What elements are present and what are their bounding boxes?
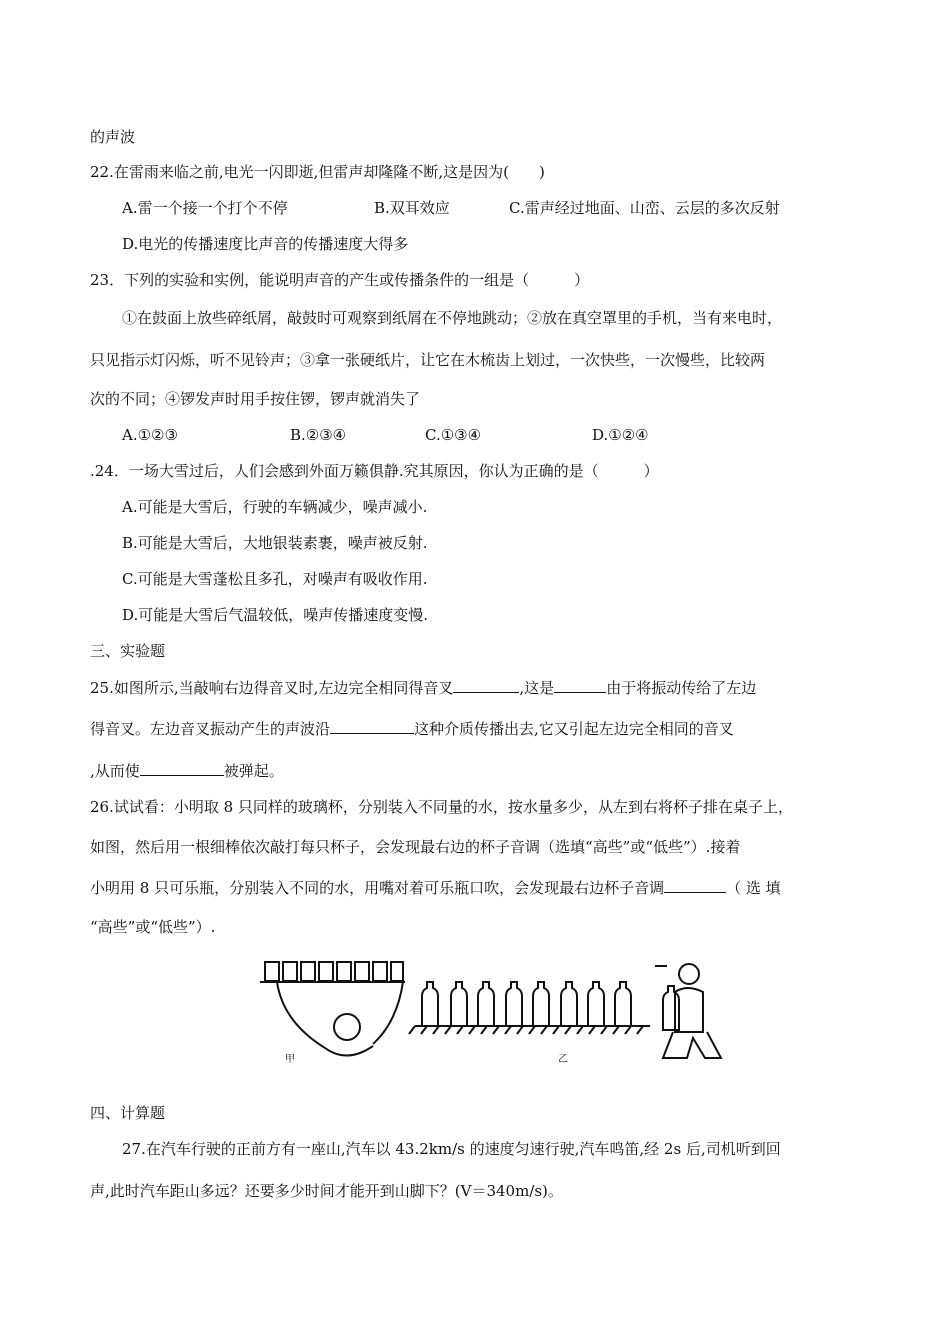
question-25-body xyxy=(90,759,284,782)
option-c: C.雷声经过地面、山峦、云层的多次反射 xyxy=(509,199,780,217)
option-d: D.电光的传播速度比声音的传播速度大得多 xyxy=(122,235,409,253)
question-25-text: ,从而使 xyxy=(90,762,140,780)
question-25 xyxy=(90,676,756,699)
question-22: 22.在雷雨来临之前,电光一闪即逝,但雷声却隆隆不断,这是因为( ) xyxy=(90,163,545,181)
question-23-body: 次的不同；④锣发声时用手按住锣，锣声就消失了 xyxy=(90,390,421,408)
question-25-text: 25.如图所示,当敲响右边得音叉时,左边完全相同得音叉 xyxy=(90,679,454,697)
section-heading: 四、计算题 xyxy=(90,1104,166,1122)
question-27-body: 声,此时汽车距山多远？还要多少时间才能开到山脚下？(V＝340m/s)。 xyxy=(90,1182,563,1200)
text-line: 的声波 xyxy=(90,128,136,146)
question-26: 26.试试看：小明取 8 只同样的玻璃杯，分别装入不同量的水，按水量多少，从左到右将杯子排在桌子上， xyxy=(90,798,793,816)
question-25-text: 被弹起。 xyxy=(223,762,284,780)
question-26-body: “高些”或“低些”）. xyxy=(90,918,216,936)
option-a: A.①②③ xyxy=(122,426,178,444)
option-b: B.双耳效应 xyxy=(374,199,450,217)
question-23-body: ①在鼓面上放些碎纸屑，敲鼓时可观察到纸屑在不停地跳动；②放在真空罩里的手机，当有来电时， xyxy=(122,309,783,327)
question-23-body: 只见指示灯闪烁，听不见铃声；③拿一张硬纸片，让它在木梳齿上划过，一次快些，一次慢些，比较两 xyxy=(90,351,766,369)
figure-label-jia: 甲 xyxy=(285,1054,295,1065)
answer-blank[interactable] xyxy=(554,676,606,693)
question-26-text: （ 选 填 xyxy=(726,879,781,897)
question-23: 23．下列的实验和实例，能说明声音的产生或传播条件的一组是（ ） xyxy=(90,271,590,289)
question-26-body: 如图，然后用一根细棒依次敲打每只杯子，会发现最右边的杯子音调（选填“高些”或“低些”）.接着 xyxy=(90,838,741,856)
answer-blank[interactable] xyxy=(330,717,414,734)
question-25-body xyxy=(90,717,734,740)
answer-blank[interactable] xyxy=(453,676,519,693)
option-a: A.雷一个接一个打个不停 xyxy=(122,199,288,217)
option-b: B.②③④ xyxy=(290,426,347,444)
option-d: D.可能是大雪后气温较低，噪声传播速度变慢. xyxy=(122,606,429,624)
question-25-text: 得音叉。左边音叉振动产生的声波沿 xyxy=(90,720,331,738)
option-d: D.①②④ xyxy=(592,426,649,444)
question-26-text: 小明用 8 只可乐瓶，分别装入不同的水，用嘴对着可乐瓶口吹，会发现最右边杯子音调 xyxy=(90,879,665,897)
figure-label-yi: 乙 xyxy=(558,1054,568,1065)
option-c: C.①③④ xyxy=(425,426,482,444)
option-b: B.可能是大雪后，大地银装素裹，噪声被反射. xyxy=(122,534,428,552)
question-26-body xyxy=(90,876,781,899)
question-27: 27.在汽车行驶的正前方有一座山,汽车以 43.2km/s 的速度匀速行驶,汽车鸣笛,经 2s 后,司机听到回 xyxy=(122,1140,781,1158)
cups-bottles-figure xyxy=(255,952,730,1068)
question-25-text: 由于将振动传给了左边 xyxy=(606,679,757,697)
question-25-text: 这种介质传播出去,它又引起左边完全相同的音叉 xyxy=(414,720,734,738)
option-c: C.可能是大雪蓬松且多孔，对噪声有吸收作用. xyxy=(122,570,428,588)
question-24: .24．一场大雪过后，人们会感到外面万籁俱静.究其原因，你认为正确的是（ ） xyxy=(90,462,659,480)
question-25-text: ,这是 xyxy=(519,679,555,697)
answer-blank[interactable] xyxy=(664,876,726,893)
answer-blank[interactable] xyxy=(140,759,224,776)
section-heading: 三、实验题 xyxy=(90,642,166,660)
option-a: A.可能是大雪后，行驶的车辆减少，噪声减小. xyxy=(122,498,428,516)
